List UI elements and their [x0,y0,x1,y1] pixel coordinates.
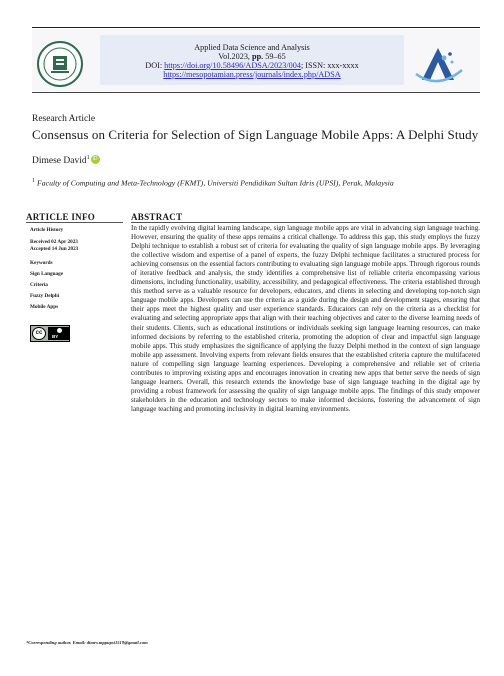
cc-by-license-badge[interactable] [30,325,70,342]
header-top-rule [32,27,480,28]
publisher-logo-icon [408,40,468,90]
article-info-heading: ARTICLE INFO [26,212,96,222]
university-seal-icon [36,40,84,88]
volume-pages: Vol.2023, pp. 59–65 [218,52,286,61]
journal-url-line [100,70,404,79]
doi-line: DOI: https://doi.org/10.58496/ADSA/2023/004; ISSN: xxx-xxxx [145,61,359,70]
article-history-label: Article History [30,227,64,233]
article-info-rule [26,222,123,223]
affiliation: $^1$ Faculty of Computing and Meta-Technology (FKMT), Universiti Pendidikan Sultan Idris (UPSI), Perak, Malaysia [32,178,394,188]
journal-url-link[interactable]: https://mesopotamian.press/journals/index.php/ADSA [163,70,341,79]
author-line: Dimese David$^1$ iD [32,155,100,166]
cc-icon: cc [32,327,46,340]
author-name: Dimese David [32,156,87,167]
keyword-item: Mobile Apps [30,304,59,310]
abstract-heading: ABSTRACT [131,212,183,222]
abstract-rule [131,222,480,223]
accepted-date: Accepted 14 Jun 2023 [30,246,79,252]
keyword-item: Sign Language [30,271,64,277]
received-date: Received 02 Apr 2023 [30,239,78,245]
orcid-icon[interactable]: iD [91,155,100,164]
abstract-text: In the rapidly evolving digital learning landscape, sign language mobile apps are vital in advancing sign language teaching. However, ensuring the quality of these apps remains a critical challenge. To address this gap, this study employs the fuzzy Delphi technique to establish a robust set of criteria for evaluating the quality of sign language mobile apps. By leveraging the collective wisdom and expertise of a panel of experts, the fuzzy Delphi technique facilitates a structured process for achieving consensus on the essential factors contributing to evaluating sign language mobile apps. Through rigorous rounds of iterative feedback and analysis, the study identifies a comprehensive list of reliable criteria encompassing various dimensions, including functionality, usability, accessibility, and pedagogical effectiveness. The criteria established through this method serve as a valuable resource for developers, educators, and clients in selecting and developing top-notch sign language mobile apps. Developers can use the criteria as a guide during the design and development stages, ensuring that their apps meet the highest quality and user experience standards. Educators can rely on the criteria as a checklist for evaluating and selecting appropriate apps that align with their teaching objectives and cater to the diverse learning needs of their students. Clients, such as educational institutions or individuals seeking sign language learning resources, can make informed decisions by referring to the established criteria, promoting the adoption of clear and impactful sign language mobile apps. This study emphasizes the significance of applying the fuzzy Delphi method in the context of sign language mobile app assessment. Involving experts from relevant fields ensures that the established criteria capture the multifaceted nature of compelling sign language learning experiences. Developing a comprehensive and reliable set of criteria contributes to improving existing apps and encourages innovation in creating new apps that better serve the needs of sign language learners. Overall, this research extends the knowledge base of sign language teaching in the digital age by providing a robust framework for assessing the quality of sign language mobile apps. The findings of this study empower stakeholders in the education and technology sectors to make informed decisions, fostering the advancement of sign language teaching and promoting inclusivity in digital learning environments. [131,224,481,413]
by-label: BY [52,334,59,339]
keyword-item: Fuzzy Delphi [30,293,60,299]
corresponding-author-footnote: *Corresponding author. Email: dimes.mppupsi1519@gmail.com [26,640,148,645]
keywords-label: Keywords [30,260,53,266]
attribution-person-icon [57,328,62,333]
keyword-item: Criteria [30,282,48,288]
article-type: Research Article [32,114,96,124]
journal-name: Applied Data Science and Analysis [194,43,310,52]
paper-title: Consensus on Criteria for Selection of Sign Language Mobile Apps: A Delphi Study [32,127,479,142]
header-bottom-rule [32,92,480,93]
doi-link[interactable]: https://doi.org/10.58496/ADSA/2023/004 [164,61,301,70]
